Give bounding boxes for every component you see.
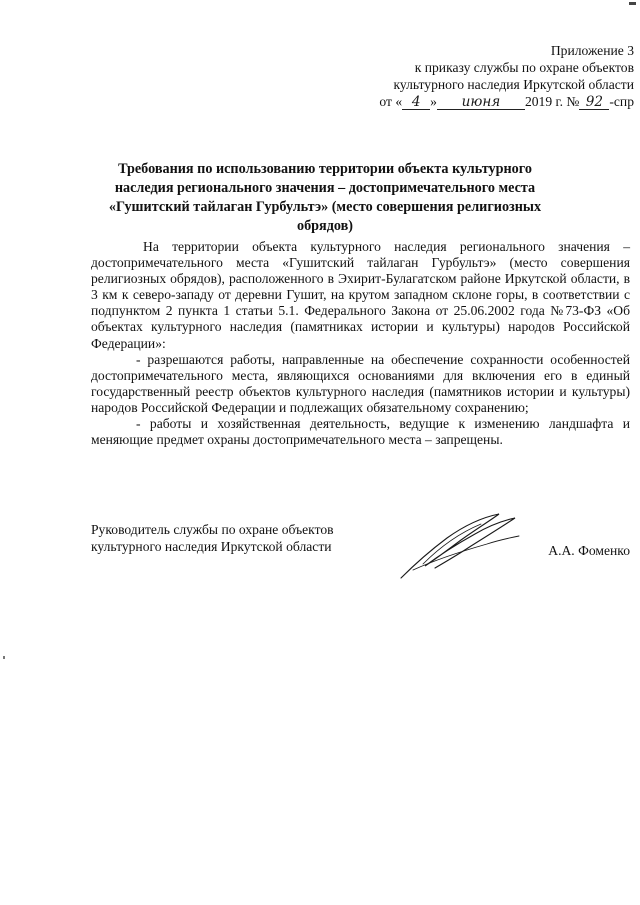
permitted-works-item: - разрешаются работы, направленные на обеспечение сохранности особенностей достопримечательного места, являющихся основаниями для включения его в единый государственный реестр объектов культурного наследия (памятников истории и культуры) народов Российской Федерации и подлежащих обязательному сохранению; (91, 351, 630, 415)
date-suffix: -спр (609, 94, 634, 109)
signatory-position (91, 521, 391, 555)
appendix-header (304, 42, 634, 110)
date-month-handwritten: июня (437, 95, 525, 110)
date-day-handwritten: 4 (402, 95, 430, 110)
document-body (91, 239, 630, 448)
date-prefix: от « (379, 94, 403, 109)
signatory-position-line1: Руководитель службы по охране объектов (91, 522, 334, 537)
appendix-number: Приложение 3 (550, 43, 634, 58)
signatory-position-line2: культурного наследия Иркутской области (91, 539, 332, 554)
prohibited-works-item: - работы и хозяйственная деятельность, ведущие к изменению ландшафта и меняющие предмет охраны достопримечательного места – запрещены. (91, 416, 630, 448)
appendix-authority: культурного наследия Иркутской области (393, 77, 634, 92)
date-mid: » (430, 94, 437, 109)
handwritten-signature (395, 508, 525, 583)
scan-margin-mark (3, 656, 5, 659)
order-number-handwritten: 92 (579, 95, 609, 110)
appendix-order-ref: к приказу службы по охране объектов (414, 60, 634, 75)
intro-paragraph: На территории объекта культурного наследия регионального значения – достопримечательного места «Гушитский тайлаган Гурбультэ» (место совершения религиозных обрядов), расположенного в Эхирит-Булагатском районе Иркутской области, в 3 км к северо-западу от деревни Гушит, на крутом западном склоне горы, в соответствии с подпунктом 2 пункта 1 статьи 5.1. Федерального Закона от 25.06.2002 года №73-ФЗ «Об объектах культурного наследия (памятниках истории и культуры) народов Российской Федерации»: (91, 239, 630, 351)
appendix-date-line (304, 93, 634, 110)
document-title: Требования по использованию территории объекта культурного наследия регионального значения – достопримечательного места «Гушитский тайлаган Гурбультэ» (место совершения религиозных обрядов) (108, 161, 542, 234)
signatory-name: А.А. Фоменко (548, 543, 630, 558)
date-year: 2019 г. № (524, 94, 580, 109)
